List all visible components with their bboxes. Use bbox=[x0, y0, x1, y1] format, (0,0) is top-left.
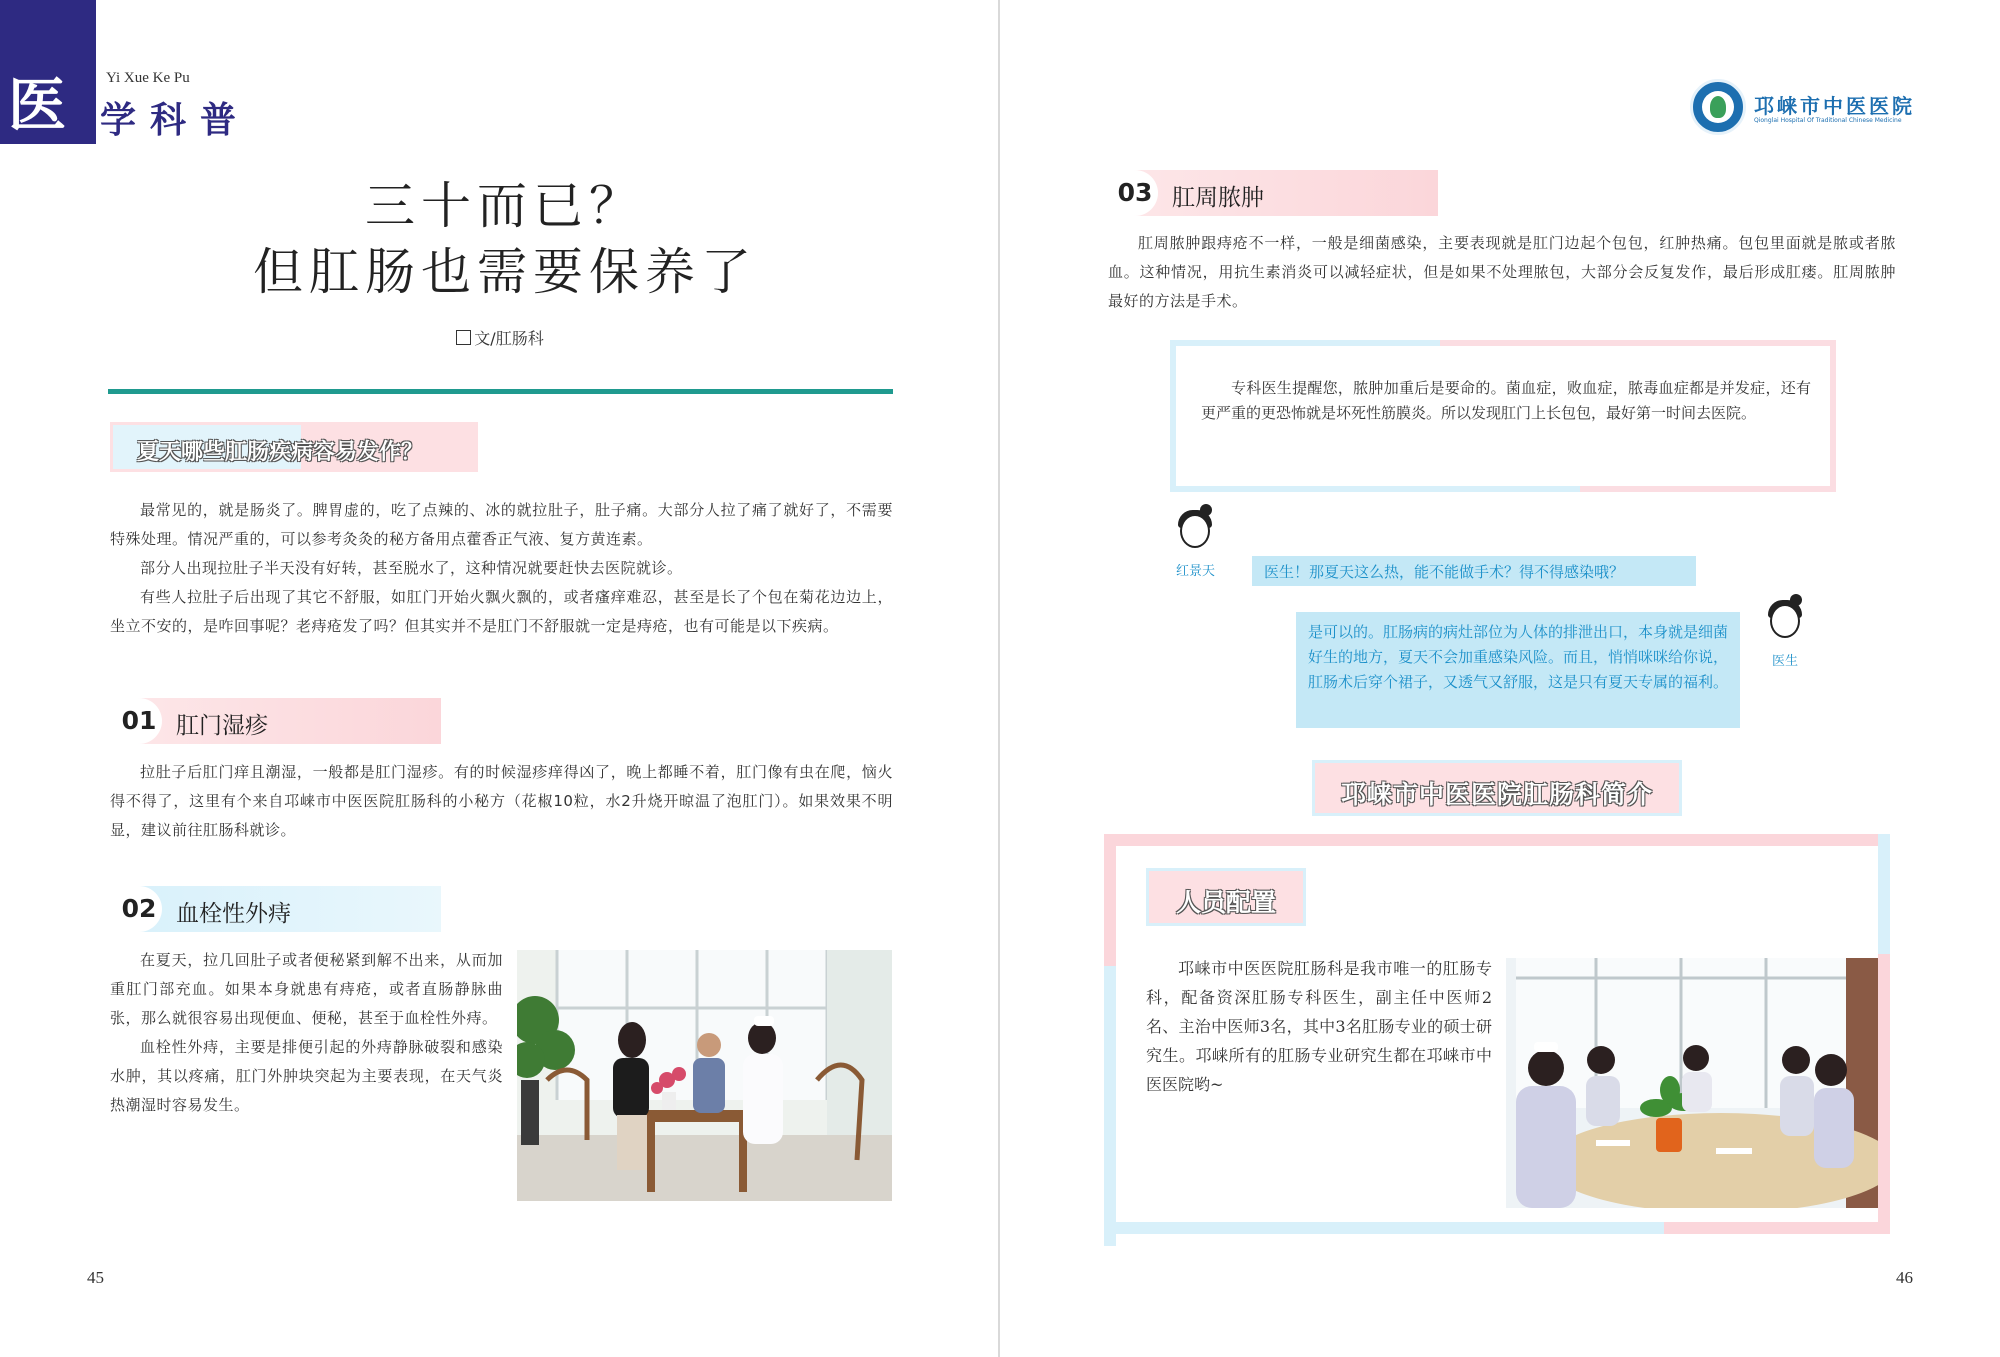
intro-paragraph: 最常见的，就是肠炎了。脾胃虚的，吃了点辣的、冰的就拉肚子，肚子痛。大部分人拉了痛了就好了，不需要特殊处理。情况严重的，可以参考灸灸的秘方备用点藿香正气液、复方黄连素。 bbox=[110, 501, 893, 548]
patient-name: 红景天 bbox=[1176, 564, 1216, 579]
section-03-text bbox=[1108, 229, 1896, 316]
hospital-emblem-leaf bbox=[1710, 96, 1726, 118]
tip-text bbox=[1201, 376, 1811, 426]
section-heading-02 bbox=[116, 886, 441, 932]
section-paragraph: 拉肚子后肛门痒且潮湿，一般都是肛门湿疹。有的时候湿疹痒得凶了，晚上都睡不着，肛门像有虫在爬，恼火得不得了，这里有个来自邛崃市中医医院肛肠科的小秘方（花椒10粒，水2升烧开晾温了泡肛门）。如果效果不明显，建议前往肛肠科就诊。 bbox=[110, 763, 893, 839]
right-page bbox=[1000, 0, 2000, 1357]
staff-paragraph: 邛崃市中医医院肛肠科是我市唯一的肛肠专科，配备资深肛肠专科医生，副主任中医师2名、主治中医师3名，其中3名肛肠专业的硕士研究生。邛崃所有的肛肠专业研究生都在邛崃市中医医院哟~ bbox=[1146, 959, 1492, 1094]
frame-accent bbox=[1104, 966, 1116, 1246]
section-title: 肛门湿疹 bbox=[176, 713, 268, 739]
intro-paragraph: 部分人出现拉肚子半天没有好转，甚至脱水了，这种情况就要赶快去医院就诊。 bbox=[140, 559, 683, 577]
byline-box-icon bbox=[456, 330, 471, 345]
section-paragraph: 血栓性外痔，主要是排便引起的外痔静脉破裂和感染水肿，其以疼痛，肛门外肿块突起为主要表现，在天气炎热潮湿时容易发生。 bbox=[110, 1038, 503, 1114]
patient-speech-text: 医生！那夏天这么热，能不能做手术？得不得感染哦？ bbox=[1264, 563, 1625, 581]
doctor-speech-bubble bbox=[1296, 612, 1740, 728]
tip-paragraph: 专科医生提醒您，脓肿加重后是要命的。菌血症，败血症，脓毒血症都是并发症，还有更严重的更恐怖就是坏死性筋膜炎。所以发现肛门上长包包，最好第一时间去医院。 bbox=[1201, 379, 1811, 422]
doctor-speech-text: 是可以的。肛肠病的病灶部位为人体的排泄出口，本身就是细菌好生的地方，夏天不会加重感染风险。而且，悄悄咪咪给你说，肛肠术后穿个裙子，又透气又舒服，这是只有夏天专属的福利。 bbox=[1308, 623, 1729, 691]
doctor-avatar-icon bbox=[1762, 596, 1808, 642]
hospital-emblem-icon bbox=[1690, 79, 1746, 135]
column-pinyin: Yi Xue Ke Pu bbox=[106, 70, 190, 86]
hospital-logo-english: Qionglai Hospital Of Traditional Chinese Medicine bbox=[1754, 117, 1902, 124]
section-01-text bbox=[110, 758, 893, 845]
staff-banner bbox=[1146, 868, 1306, 926]
section-paragraph: 肛周脓肿跟痔疮不一样，一般是细菌感染，主要表现就是肛门边起个包包，红肿热痛。包包里面就是脓或者脓血。这种情况，用抗生素消炎可以减轻症状，但是如果不处理脓包，大部分会反复发作，最后形成肛瘘。肛周脓肿最好的方法是手术。 bbox=[1108, 234, 1896, 310]
department-intro-text: 邛崃市中医医院肛肠科简介 bbox=[1340, 780, 1653, 809]
article-title-line-2: 但肛肠也需要保养了 bbox=[253, 243, 757, 301]
tip-box-accent bbox=[1170, 340, 1176, 492]
doctor-name: 医生 bbox=[1772, 654, 1799, 669]
consultation-photo bbox=[517, 950, 892, 1201]
doctor-tip-box bbox=[1170, 340, 1836, 492]
tip-box-accent bbox=[1170, 486, 1580, 492]
column-corner-block bbox=[0, 0, 96, 144]
section-title: 血栓性外痔 bbox=[176, 901, 291, 927]
tip-box-accent bbox=[1170, 340, 1440, 346]
section-heading-03 bbox=[1112, 170, 1438, 216]
question-banner bbox=[110, 422, 478, 472]
column-title: 学科普 bbox=[100, 99, 251, 141]
staff-banner-text: 人员配置 bbox=[1175, 888, 1276, 917]
article-title-line-1: 三十而已？ bbox=[365, 177, 645, 235]
byline-text: 文/肛肠科 bbox=[474, 329, 544, 348]
page-number: 45 bbox=[87, 1268, 104, 1287]
page-number: 46 bbox=[1896, 1268, 1913, 1287]
frame-accent bbox=[1104, 1222, 1664, 1234]
staff-meeting-photo bbox=[1506, 958, 1878, 1208]
staff-frame bbox=[1104, 834, 1890, 1234]
section-number: 03 bbox=[1112, 170, 1158, 216]
intro-paragraph: 有些人拉肚子后出现了其它不舒服，如肛门开始火飘火飘的，或者瘙痒难忍，甚至是长了个包在菊花边边上，坐立不安的，是咋回事呢？老痔疮发了吗？但其实并不是肛门不舒服就一定是痔疮，也有可能是以下疾病。 bbox=[110, 588, 893, 635]
section-title: 肛周脓肿 bbox=[1172, 185, 1264, 211]
column-corner-char: 医 bbox=[8, 71, 67, 139]
section-heading-01 bbox=[116, 698, 441, 744]
section-02-text bbox=[110, 946, 503, 1120]
department-intro-banner bbox=[1312, 760, 1682, 816]
avatar-face bbox=[1770, 604, 1800, 638]
section-number: 02 bbox=[116, 886, 162, 932]
title-divider bbox=[108, 389, 893, 394]
avatar-bun bbox=[1790, 594, 1802, 606]
byline bbox=[0, 326, 1000, 349]
patient-speech-bubble bbox=[1252, 556, 1696, 586]
question-banner-text: 夏天哪些肛肠疾病容易发作？ bbox=[137, 440, 424, 465]
hospital-logo-name: 邛崃市中医医院 bbox=[1754, 94, 1915, 118]
avatar-bun bbox=[1200, 504, 1212, 516]
avatar-face bbox=[1180, 514, 1210, 548]
frame-accent bbox=[1878, 834, 1890, 954]
intro-text bbox=[110, 496, 893, 641]
girl-avatar-icon bbox=[1172, 506, 1218, 552]
section-paragraph: 在夏天，拉几回肚子或者便秘紧到解不出来，从而加重肛门部充血。如果本身就患有痔疮，或者直肠静脉曲张，那么就很容易出现便血、便秘，甚至于血栓性外痔。 bbox=[110, 951, 503, 1027]
section-number: 01 bbox=[116, 698, 162, 744]
staff-text bbox=[1146, 954, 1492, 1099]
